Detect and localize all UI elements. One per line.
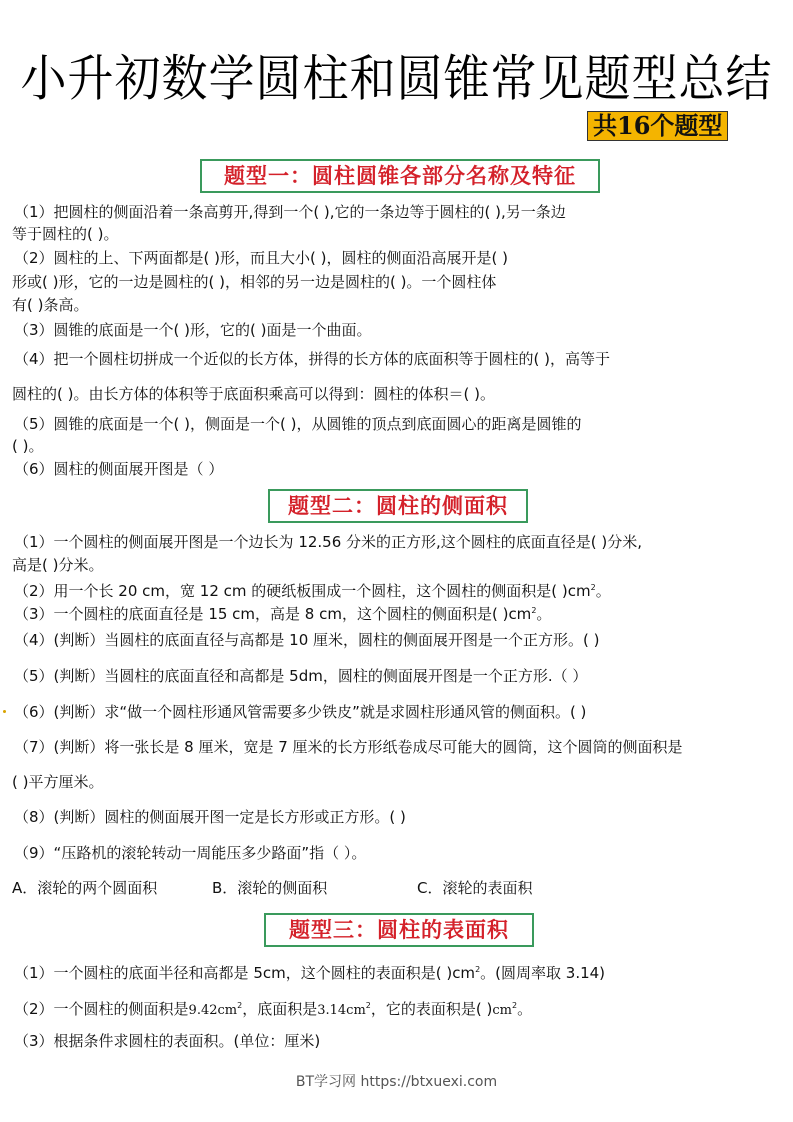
section-header-3: 题型三：圆柱的表面积 [264, 913, 534, 947]
s3-q2-sup3: 2 [511, 1001, 518, 1010]
s2-q2-text: （2）用一个长 20 cm，宽 12 cm 的硬纸板围成一个圆柱，这个圆柱的侧面积是( )cm [14, 582, 591, 600]
s2-q7-line2: ( )平方厘米。 [12, 773, 104, 791]
option-c: C．滚轮的表面积 [417, 879, 533, 897]
s2-q3-text: （3）一个圆柱的底面直径是 15 cm，高是 8 cm，这个圆柱的侧面积是( )cm [14, 605, 532, 623]
s2-q3 [14, 599, 784, 626]
s2-q4: （4）(判断）当圆柱的底面直径与高都是 10 厘米，圆柱的侧面展开图是一个正方形。( ) [14, 631, 600, 649]
option-b: B．滚轮的侧面积 [212, 879, 328, 897]
s2-q1-line2: 高是( )分米。 [12, 556, 104, 574]
stray-dot [3, 710, 6, 713]
s1-q4-line2: 圆柱的( )。由长方体的体积等于底面积乘高可以得到：圆柱的体积＝( )。 [12, 385, 495, 403]
s1-q2-line1: （2）圆柱的上、下两面都是( )形，而且大小( )，圆柱的侧面沿高展开是( ) [14, 249, 508, 267]
s3-q2-p1: （2）一个圆柱的侧面积是 [14, 1000, 189, 1018]
question-type-count-badge: 共16个题型 [587, 111, 728, 141]
s3-q1-sup: 2 [475, 965, 481, 974]
s1-q4-line1: （4）把一个圆柱切拼成一个近似的长方体，拼得的长方体的底面积等于圆柱的( )，高等于 [14, 350, 611, 368]
s3-q2-sup2: 2 [365, 1001, 371, 1010]
s3-q2-sup1: 2 [237, 1001, 243, 1010]
s1-q2-line3: 有( )条高。 [12, 296, 89, 314]
option-a: A．滚轮的两个圆面积 [12, 879, 158, 897]
s3-q1-text: （1）一个圆柱的底面半径和高都是 5cm，这个圆柱的表面积是( )cm [14, 964, 476, 982]
s3-q2-p2: ，底面积是 [242, 1000, 318, 1018]
page-title: 小升初数学圆柱和圆锥常见题型总结 [20, 48, 773, 108]
s3-q1 [14, 958, 784, 985]
s1-q1-line1: （1）把圆柱的侧面沿着一条高剪开,得到一个( ),它的一条边等于圆柱的( ),另一条边 [14, 203, 566, 221]
s3-q2-v1: 9.42cm [188, 1003, 238, 1018]
s3-q2-v2: 3.14cm [317, 1003, 366, 1018]
s3-q2-p4: 。 [517, 1000, 533, 1018]
s3-q2-v3: cm [492, 1003, 512, 1018]
s3-q1-post: 。(圆周率取 3.14) [480, 964, 606, 982]
s3-q2 [14, 994, 784, 1023]
s1-q3: （3）圆锥的底面是一个( )形，它的( )面是一个曲面。 [14, 321, 372, 339]
s2-q9: （9）“压路机的滚轮转动一周能压多少路面”指（ ）。 [14, 844, 367, 862]
s2-q5: （5）(判断）当圆柱的底面直径和高都是 5dm，圆柱的侧面展开图是一个正方形.（ ） [14, 667, 588, 685]
s1-q2-line2: 形或( )形，它的一边是圆柱的( )，相邻的另一边是圆柱的( )。一个圆柱体 [12, 273, 497, 291]
s2-q7-line1: （7）(判断）将一张长是 8 厘米，宽是 7 厘米的长方形纸卷成尽可能大的圆筒，这个圆筒的侧面积是 [14, 738, 683, 756]
s2-q3-post: 。 [536, 605, 552, 623]
s1-q1-line2: 等于圆柱的( )。 [12, 225, 119, 243]
s1-q6: （6）圆柱的侧面展开图是（ ） [14, 460, 224, 478]
s2-q2-sup: 2 [590, 583, 596, 592]
s2-q9-options [12, 876, 782, 900]
s2-q8: （8）(判断）圆柱的侧面展开图一定是长方形或正方形。( ) [14, 808, 406, 826]
s1-q5-line2: ( )。 [12, 437, 44, 455]
s1-q5-line1: （5）圆锥的底面是一个( )，侧面是一个( )，从圆锥的顶点到底面圆心的距离是圆锥的 [14, 415, 582, 433]
s3-q3: （3）根据条件求圆柱的表面积。(单位：厘米) [14, 1032, 321, 1050]
s2-q3-sup: 2 [531, 606, 537, 615]
s2-q1-line1: （1）一个圆柱的侧面展开图是一个边长为 12.56 分米的正方形,这个圆柱的底面直径是( )分米, [14, 533, 643, 551]
s2-q6: （6）(判断）求“做一个圆柱形通风管需要多少铁皮”就是求圆柱形通风管的侧面积。( ) [14, 703, 587, 721]
section-header-2: 题型二：圆柱的侧面积 [268, 489, 528, 523]
s2-q2-post: 。 [595, 582, 611, 600]
s3-q2-p3: ，它的表面积是( ) [370, 1000, 493, 1018]
section-header-1: 题型一：圆柱圆锥各部分名称及特征 [200, 159, 600, 193]
footer-watermark: BT学习网 https://btxuexi.com [295, 1074, 498, 1090]
